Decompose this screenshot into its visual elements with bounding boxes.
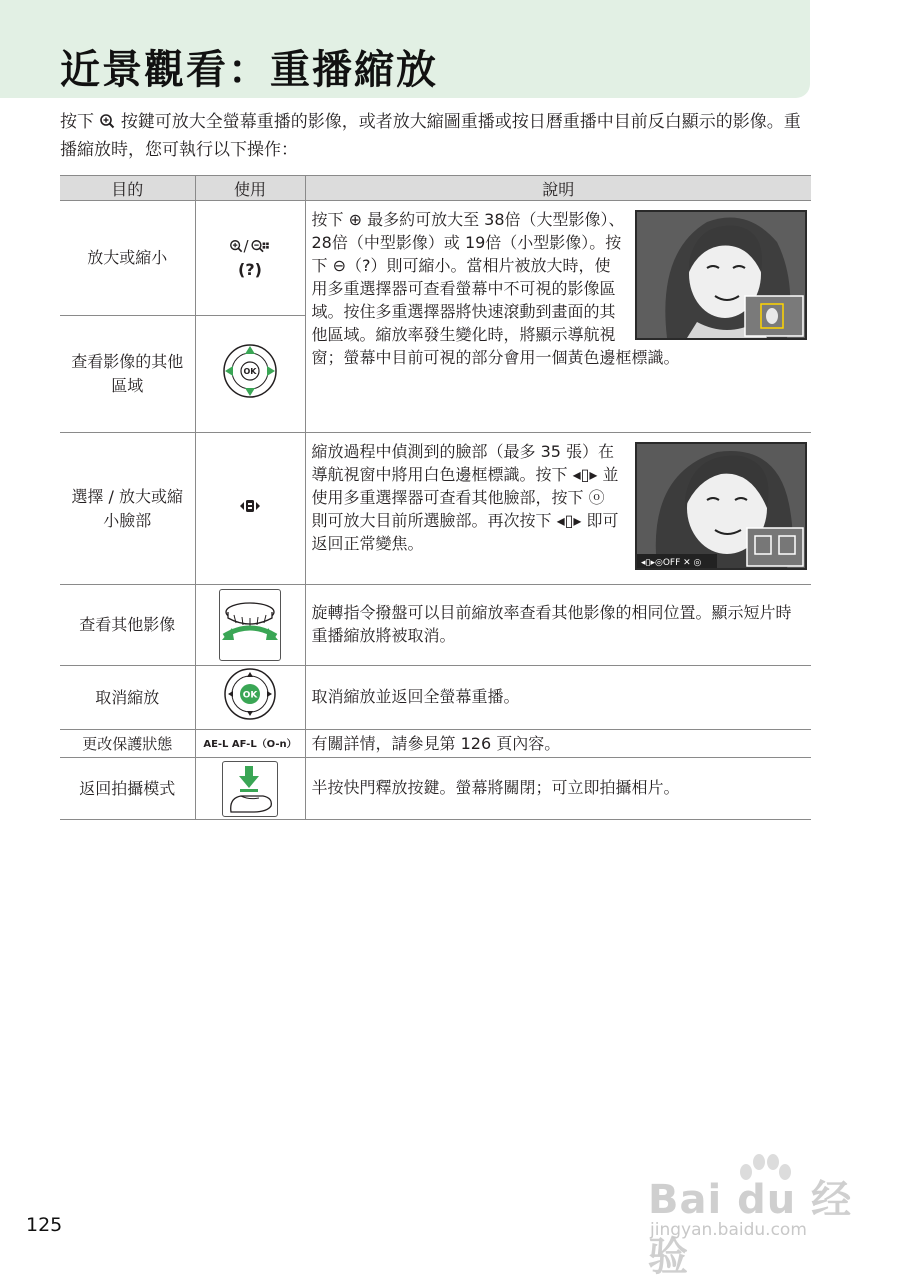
svg-text:OK: OK (243, 366, 257, 376)
multi-selector-icon (222, 343, 278, 399)
table-row (60, 433, 811, 585)
row-description (305, 201, 811, 433)
row-use (195, 316, 305, 433)
zoomed-portrait-image (635, 210, 807, 340)
table-row (60, 666, 811, 730)
table-row (60, 758, 811, 820)
svg-text:OK: OK (242, 690, 258, 701)
row-use (195, 433, 305, 585)
ok-button-icon (223, 667, 277, 721)
row-description: 半按快門釋放按鍵。螢幕將關閉；可立即拍攝相片。 (305, 758, 811, 820)
portrait-illustration (637, 212, 805, 338)
operations-table (60, 175, 811, 820)
row-purpose: 更改保護狀態 (60, 730, 195, 758)
help-key-label: (?) (238, 260, 262, 279)
ae-af-lock-icon: AE-L AF-L（O-n） (203, 739, 297, 750)
table-row (60, 730, 811, 758)
row-description: 取消縮放並返回全螢幕重播。 (305, 666, 811, 730)
page-title: 近景觀看：重播縮放 (60, 47, 438, 93)
face-description: 縮放過程中偵測到的臉部（最多 35 張）在導航視窗中將用白色邊框標識。按下 ◂▯▸ 並使用多重選擇器可查看其他臉部，按下 ⓞ 則可放大目前所選臉部。再次按下 ◂▯▸ 即可返回正常變焦。 (311, 442, 619, 553)
zoom-in-icon (99, 113, 115, 129)
row-use (195, 758, 305, 820)
row-purpose: 選擇 / 放大或縮小臉部 (60, 433, 195, 585)
row-use (195, 730, 305, 758)
watermark-brand: Bai du 经验 (648, 1177, 853, 1280)
row-description (305, 433, 811, 585)
table-row (60, 201, 811, 316)
intro-before: 按下 (60, 112, 94, 132)
row-purpose: 放大或縮小 (60, 201, 195, 316)
row-purpose: 取消縮放 (60, 666, 195, 730)
face-illustration (637, 444, 805, 568)
zoom-in-icon (229, 239, 243, 253)
table-row (60, 585, 811, 666)
zoom-description: 按下 ⊕ 最多約可放大至 38倍（大型影像）、28倍（中型影像）或 19倍（小型影像）。按下 ⊖（?）則可縮小。當相片被放大時，使用多重選擇器可查看螢幕中不可視的影像區域。按住多重選擇器將快速滾動到畫面的其他區域。縮放率發生變化時，將顯示導航視窗；螢幕中目前可視的部分會用一個黃色邊框標識。 (311, 210, 680, 367)
zoom-out-thumbnail-icon (249, 239, 271, 253)
face-detection-image (635, 442, 807, 570)
face-select-icon (239, 498, 261, 514)
row-use (195, 666, 305, 730)
row-purpose: 查看影像的其他區域 (60, 316, 195, 433)
page-number: 125 (26, 1214, 63, 1236)
shutter-release-icon (222, 761, 278, 817)
intro-after: 按鍵可放大全螢幕重播的影像，或者放大縮圖重播或按日曆重播中目前反白顯示的影像。重播縮放時，您可執行以下操作： (60, 112, 801, 160)
zoom-in-out-icons: / (196, 234, 305, 258)
row-use (195, 201, 305, 316)
header-purpose: 目的 (60, 176, 195, 201)
row-purpose: 查看其他影像 (60, 585, 195, 666)
row-description: 旋轉指令撥盤可以目前縮放率查看其他影像的相同位置。顯示短片時重播縮放將被取消。 (305, 585, 811, 666)
svg-text:◂▯▸◎OFF ✕ ◎: ◂▯▸◎OFF ✕ ◎ (641, 558, 702, 568)
command-dial-icon (219, 589, 281, 661)
table-header-row (60, 176, 811, 201)
header-use: 使用 (195, 176, 305, 201)
row-purpose: 返回拍攝模式 (60, 758, 195, 820)
watermark-url: jingyan.baidu.com (650, 1220, 807, 1240)
intro-paragraph (60, 108, 812, 164)
watermark (640, 1150, 870, 1280)
header-description: 說明 (305, 176, 811, 201)
row-description: 有關詳情，請參見第 126 頁內容。 (305, 730, 811, 758)
row-use (195, 585, 305, 666)
